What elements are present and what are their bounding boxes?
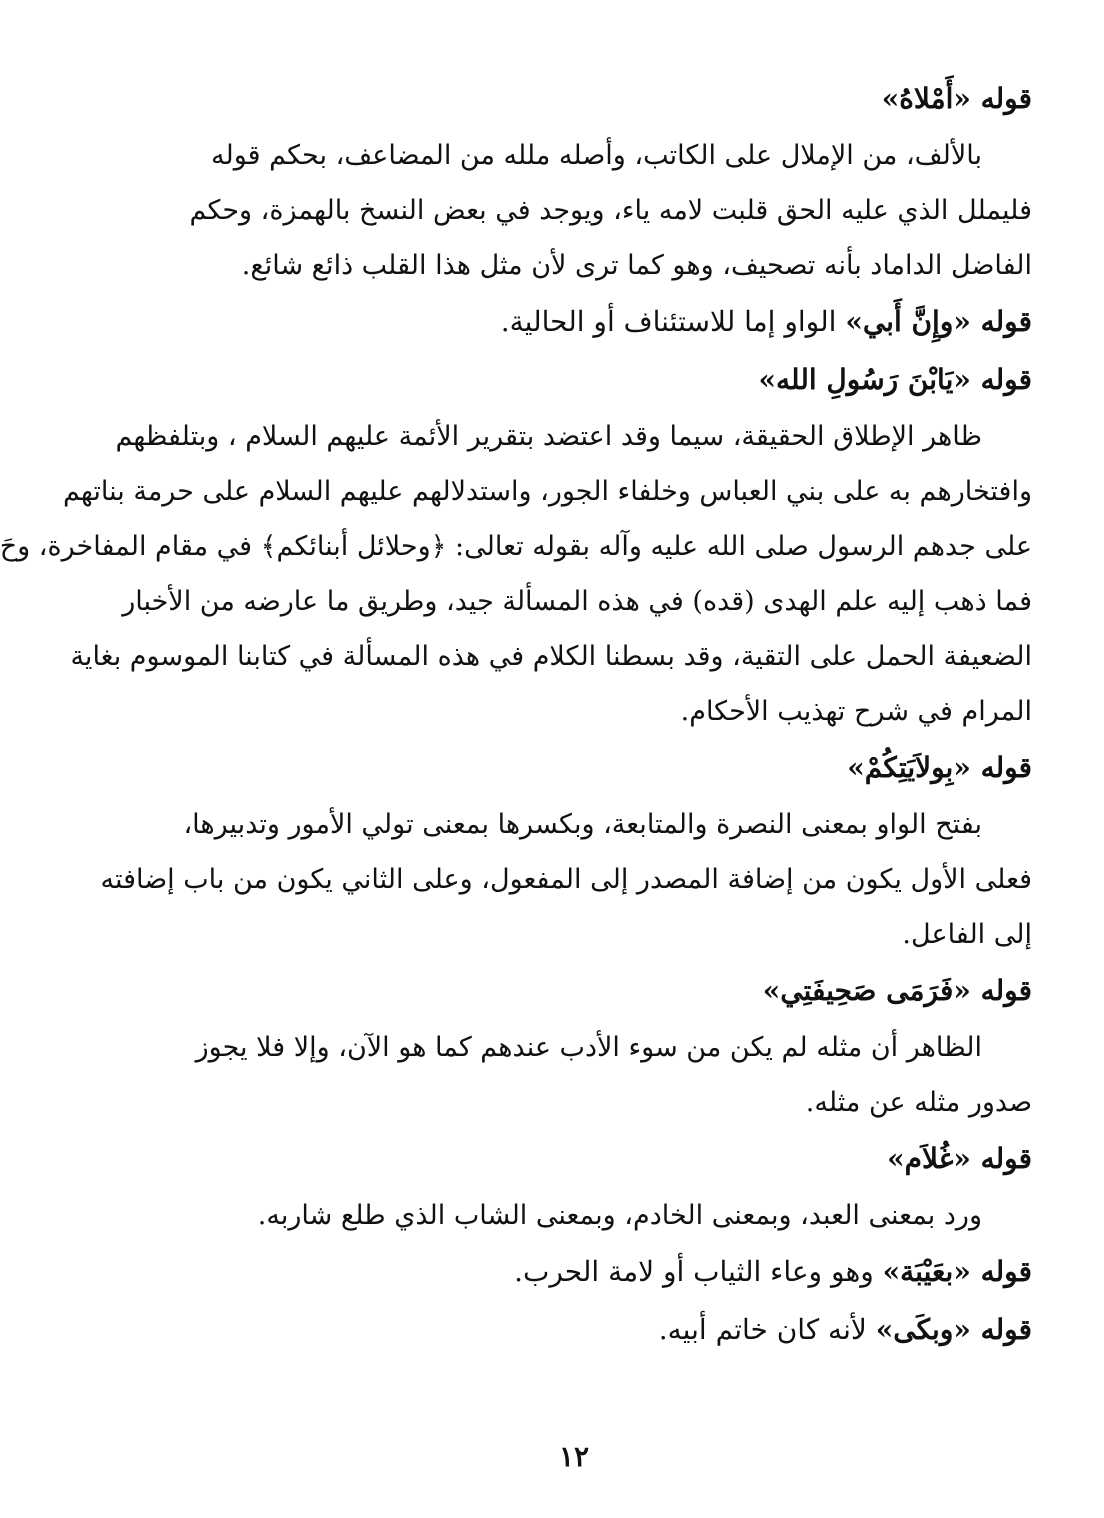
entry-text-line: الضعيفة الحمل على التقية، وقد بسطنا الكلام في هذه المسألة في كتابنا الموسوم بغاية — [70, 641, 1032, 672]
entry-text-line: فما ذهب إليه علم الهدى (قده) في هذه المسألة جيد، وطريق ما عارضه من الأخبار — [122, 586, 1032, 617]
entry-amlahu — [116, 70, 1032, 293]
entry-heading-comment: الواو إما للاستئناف أو الحالية. — [500, 305, 846, 338]
entry-heading — [116, 1243, 1032, 1301]
entry-heading: قوله «بِولاَيَتِكُمْ» — [847, 751, 1032, 784]
entry-heading-term: قوله «وإِنَّ أَبي» — [845, 305, 1032, 338]
entry-heading: قوله «فَرَمَى صَحِيفَتِي» — [762, 974, 1032, 1007]
entry-text-line: ظاهر الإطلاق الحقيقة، سيما وقد اعتضد بتقرير الأئمة عليهم السلام ، وبتلفظهم — [115, 421, 982, 452]
entry-heading: قوله «غُلاَم» — [887, 1142, 1032, 1175]
entry-heading: قوله «أَمْلاهُ» — [881, 82, 1032, 115]
entry-heading-comment: لأنه كان خاتم أبيه. — [658, 1313, 876, 1346]
entry-text-line: فليملل الذي عليه الحق قلبت لامه ياء، ويوجد في بعض النسخ بالهمزة، وحكم — [189, 195, 1032, 226]
page-body — [0, 70, 1032, 1359]
entry-text-line: بالألف، من الإملال على الكاتب، وأصله ملله من المضاعف، بحكم قوله — [211, 140, 982, 171]
entry-text-line: وافتخارهم به على بني العباس وخلفاء الجور، واستدلالهم عليهم السلام على حرمة بناتهم — [62, 476, 1032, 507]
entry-biayba — [116, 1243, 1032, 1301]
entry-heading — [116, 1301, 1032, 1359]
entry-ghulam — [116, 1130, 1032, 1243]
entry-text-line: صدور مثله عن مثله. — [805, 1087, 1032, 1118]
entry-text-line: المرام في شرح تهذيب الأحكام. — [680, 696, 1032, 727]
entry-text-line: على جدهم الرسول صلى الله عليه وآله بقوله تعالى: ﴿وحلائل أبنائكم﴾ في مقام المفاخرة، وحَ — [0, 531, 1032, 562]
entry-biwalayatikum — [100, 739, 1032, 962]
entry-yabna-rasul-allah — [0, 351, 1032, 739]
page-number: ١٢ — [558, 1440, 590, 1473]
entry-text-line: بفتح الواو بمعنى النصرة والمتابعة، وبكسرها بمعنى تولي الأمور وتدبيرها، — [183, 809, 982, 840]
entry-text-line: ورد بمعنى العبد، وبمعنى الخادم، وبمعنى الشاب الذي طلع شاربه. — [257, 1200, 982, 1231]
entry-text-line: الفاضل الداماد بأنه تصحيف، وهو كما ترى لأن مثل هذا القلب ذائع شائع. — [241, 250, 1032, 281]
entry-heading-term: قوله «وبكَى» — [875, 1313, 1032, 1346]
entry-wa-inna-abi — [116, 293, 1032, 351]
entry-heading: قوله «يَابْنَ رَسُولِ الله» — [758, 363, 1032, 396]
entry-text-line: إلى الفاعل. — [902, 919, 1032, 950]
entry-text-line: الظاهر أن مثله لم يكن من سوء الأدب عندهم كما هو الآن، وإلا فلا يجوز — [195, 1032, 982, 1063]
entry-heading-comment: وهو وعاء الثياب أو لامة الحرب. — [514, 1255, 883, 1288]
entry-text-line: فعلى الأول يكون من إضافة المصدر إلى المفعول، وعلى الثاني يكون من باب إضافته — [100, 864, 1032, 895]
entry-heading-term: قوله «بعَيْبَة» — [882, 1255, 1032, 1288]
entry-wabaka — [116, 1301, 1032, 1359]
entry-farama-sahifati — [116, 962, 1032, 1130]
entry-heading — [116, 293, 1032, 351]
